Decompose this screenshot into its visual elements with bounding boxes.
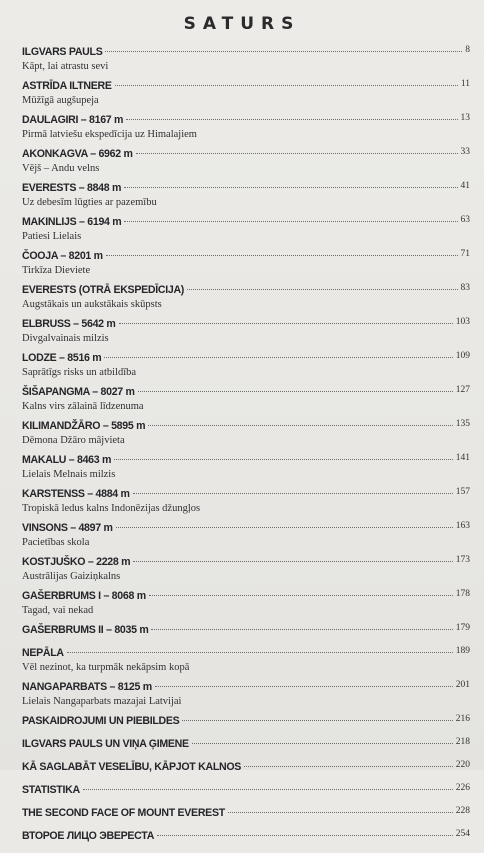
toc-entry-subtitle: Saprātīgs risks un atbildība — [22, 367, 137, 378]
toc-entry-subtitle: Divgalvainais milzis — [22, 333, 109, 344]
toc-entry — [22, 681, 470, 708]
toc-entry — [22, 284, 470, 311]
toc-entry-heading: MAKALU – 8463 m — [22, 454, 112, 466]
toc-entry — [22, 738, 470, 752]
toc-entry-heading: KARSTENSS – 4884 m — [22, 488, 130, 500]
toc-page-number: 189 — [455, 646, 470, 656]
toc-entry — [22, 420, 470, 447]
dot-leader — [192, 743, 453, 744]
toc-entry-subtitle: Tropiskā ledus kalns Indonēzijas džungļos — [22, 503, 201, 514]
toc-entry-heading-row — [22, 352, 470, 366]
toc-page-number: 103 — [455, 317, 470, 327]
dot-leader — [151, 629, 452, 630]
toc-page-number: 141 — [455, 453, 470, 463]
dot-leader — [228, 812, 453, 813]
toc-page-number: 226 — [455, 783, 470, 793]
toc-entry-heading: EVERESTS (OTRĀ EKSPEDĪCIJA) — [22, 284, 185, 296]
toc-entry-subtitle: Dēmona Džāro mājvieta — [22, 435, 125, 446]
toc-entry — [22, 386, 470, 413]
page-title: SATURS — [183, 14, 301, 34]
toc-entry-heading-row — [22, 681, 470, 695]
toc-entry-heading: KOSTJUŠKO – 2228 m — [22, 556, 131, 568]
toc-entry-heading: NEPĀLA — [22, 647, 64, 659]
dot-leader — [124, 187, 457, 188]
toc-page-number: 109 — [455, 351, 470, 361]
dot-leader — [104, 357, 452, 358]
toc-entry-heading: THE SECOND FACE OF MOUNT EVEREST — [22, 807, 225, 819]
toc-entry-heading: VINSONS – 4897 m — [22, 522, 113, 534]
toc-entry-heading: KĀ SAGLABĀT VESELĪBU, KĀPJOT KALNOS — [22, 761, 242, 773]
toc-entry-subtitle: Pacietības skola — [22, 537, 90, 548]
toc-page-number: 178 — [455, 589, 470, 599]
toc-entry — [22, 761, 470, 775]
toc-entry-heading: ŠIŠAPANGMA – 8027 m — [22, 386, 135, 398]
toc-entry-heading-row — [22, 318, 470, 332]
toc-entry — [22, 352, 470, 379]
toc-entry-subtitle: Pirmā latviešu ekspedīcija uz Himalajiem — [22, 129, 197, 140]
toc-entry-heading-row — [22, 80, 470, 94]
toc-entry-heading-row — [22, 182, 470, 196]
toc-entry — [22, 784, 470, 798]
toc-entry-heading-row — [22, 624, 470, 638]
toc-entry-heading-row — [22, 488, 470, 502]
toc-entry — [22, 250, 470, 277]
toc-entry — [22, 182, 470, 209]
toc-page-number: 8 — [465, 45, 470, 55]
toc-entry-heading: ILGVARS PAULS UN VIŅA ĢIMENE — [22, 738, 189, 750]
toc-entry-heading: AKONKAGVA – 6962 m — [22, 148, 133, 160]
toc-entry — [22, 807, 470, 821]
toc-page-number: 71 — [460, 249, 470, 259]
dot-leader — [133, 561, 453, 562]
dot-leader — [182, 720, 452, 721]
dot-leader — [136, 153, 458, 154]
dot-leader — [244, 766, 453, 767]
toc-page-number: 157 — [455, 487, 470, 497]
dot-leader — [83, 789, 453, 790]
toc-entry-heading-row — [22, 46, 470, 60]
toc-entry-heading: ВТОРОЕ ЛИЦО ЭВЕРЕСТА — [22, 830, 155, 842]
dot-leader — [148, 425, 453, 426]
dot-leader — [133, 493, 453, 494]
toc-entry-heading: ASTRĪDA ILTNERE — [22, 80, 112, 92]
toc-entry — [22, 454, 470, 481]
toc-entry-heading: PASKAIDROJUMI UN PIEBILDES — [22, 715, 180, 727]
toc-page-number: 41 — [460, 181, 470, 191]
toc-entry-heading: MAKINLIJS – 6194 m — [22, 216, 122, 228]
toc-entry-heading-row — [22, 830, 470, 844]
toc-entry-heading-row — [22, 216, 470, 230]
toc-entry-subtitle: Vēl nezinot, ka turpmāk nekāpsim kopā — [22, 662, 190, 673]
toc-entry-subtitle: Lielais Nangaparbats mazajai Latvijai — [22, 696, 182, 707]
toc-page-number: 163 — [455, 521, 470, 531]
toc-page-number: 254 — [455, 829, 470, 839]
toc-entry — [22, 647, 470, 674]
toc-entry-heading: ELBRUSS – 5642 m — [22, 318, 116, 330]
dot-leader — [105, 51, 462, 52]
toc-entry-heading-row — [22, 807, 470, 821]
toc-entry-subtitle: Tagad, vai nekad — [22, 605, 94, 616]
toc-entry-subtitle: Mūžīgā augšupeja — [22, 95, 99, 106]
toc-page-number: 127 — [455, 385, 470, 395]
toc-page-number: 135 — [455, 419, 470, 429]
toc-page-number: 173 — [455, 555, 470, 565]
toc-page-number: 218 — [455, 737, 470, 747]
toc-entry-subtitle: Vējš – Andu velns — [22, 163, 100, 174]
toc-entry-subtitle: Tirkīza Dieviete — [22, 265, 91, 276]
toc-entry-heading-row — [22, 420, 470, 434]
toc-entry-subtitle: Uz debesīm lūgties ar pazemību — [22, 197, 157, 208]
dot-leader — [149, 595, 453, 596]
toc-entry-heading: ČOOJA – 8201 m — [22, 250, 103, 262]
toc-entry-heading: EVERESTS – 8848 m — [22, 182, 122, 194]
toc-page-number: 179 — [455, 623, 470, 633]
dot-leader — [114, 459, 453, 460]
toc-page-number: 11 — [460, 79, 470, 89]
toc-entry-heading: GAŠERBRUMS II – 8035 m — [22, 624, 149, 636]
toc-entry-heading: ILGVARS PAULS — [22, 46, 103, 58]
toc-page-number: 13 — [460, 113, 470, 123]
dot-leader — [106, 255, 458, 256]
toc-entry-heading: STATISTIKA — [22, 784, 80, 796]
toc-entry-heading-row — [22, 590, 470, 604]
toc-entry-heading: NANGAPARBATS – 8125 m — [22, 681, 152, 693]
toc-entry — [22, 624, 470, 638]
toc-entry-heading: KILIMANDŽĀRO – 5895 m — [22, 420, 146, 432]
toc-entry-heading-row — [22, 715, 470, 729]
dot-leader — [116, 527, 453, 528]
toc-page-number: 63 — [460, 215, 470, 225]
toc-entry-heading-row — [22, 556, 470, 570]
toc-entry — [22, 148, 470, 175]
toc-entry-heading-row — [22, 148, 470, 162]
toc-entry — [22, 488, 470, 515]
dot-leader — [138, 391, 453, 392]
toc-entry — [22, 80, 470, 107]
toc-entry-heading-row — [22, 738, 470, 752]
toc-entry-heading-row — [22, 647, 470, 661]
toc-entry-heading-row — [22, 250, 470, 264]
toc-entry-subtitle: Lielais Melnais milzis — [22, 469, 116, 480]
toc-entry-heading-row — [22, 761, 470, 775]
toc-entry-heading-row — [22, 386, 470, 400]
toc-page-number: 228 — [455, 806, 470, 816]
toc-entry — [22, 216, 470, 243]
toc-entry-heading-row — [22, 114, 470, 128]
toc-entry-heading-row — [22, 454, 470, 468]
toc-entry-heading: LODZE – 8516 m — [22, 352, 102, 364]
toc-entry-heading-row — [22, 522, 470, 536]
toc-entry-heading: DAULAGIRI – 8167 m — [22, 114, 124, 126]
dot-leader — [115, 85, 458, 86]
toc-entry — [22, 114, 470, 141]
dot-leader — [67, 652, 453, 653]
toc-entry — [22, 556, 470, 583]
toc-entry-subtitle: Patiesi Lielais — [22, 231, 82, 242]
toc-page-number: 201 — [455, 680, 470, 690]
dot-leader — [155, 686, 453, 687]
toc-entry-subtitle: Austrālijas Gaiziņkalns — [22, 571, 121, 582]
dot-leader — [187, 289, 457, 290]
dot-leader — [119, 323, 453, 324]
toc-entry — [22, 318, 470, 345]
toc-page-number: 220 — [455, 760, 470, 770]
toc-page-number: 216 — [455, 714, 470, 724]
toc-entry — [22, 46, 470, 73]
toc-entry-subtitle: Augstākais un aukstākais skūpsts — [22, 299, 162, 310]
toc-entry-heading-row — [22, 284, 470, 298]
dot-leader — [126, 119, 457, 120]
toc-entry — [22, 590, 470, 617]
toc-entry-heading-row — [22, 784, 470, 798]
toc-page-number: 33 — [460, 147, 470, 157]
toc-entry — [22, 715, 470, 729]
dot-leader — [124, 221, 457, 222]
toc-entry — [22, 830, 470, 844]
toc-page-number: 83 — [460, 283, 470, 293]
toc-entry-subtitle: Kāpt, lai atrastu sevi — [22, 61, 109, 72]
toc-entry — [22, 522, 470, 549]
toc-entry-subtitle: Kalns virs zālainā līdzenuma — [22, 401, 144, 412]
toc-entry-heading: GAŠERBRUMS I – 8068 m — [22, 590, 146, 602]
dot-leader — [157, 835, 453, 836]
table-of-contents — [22, 46, 470, 853]
